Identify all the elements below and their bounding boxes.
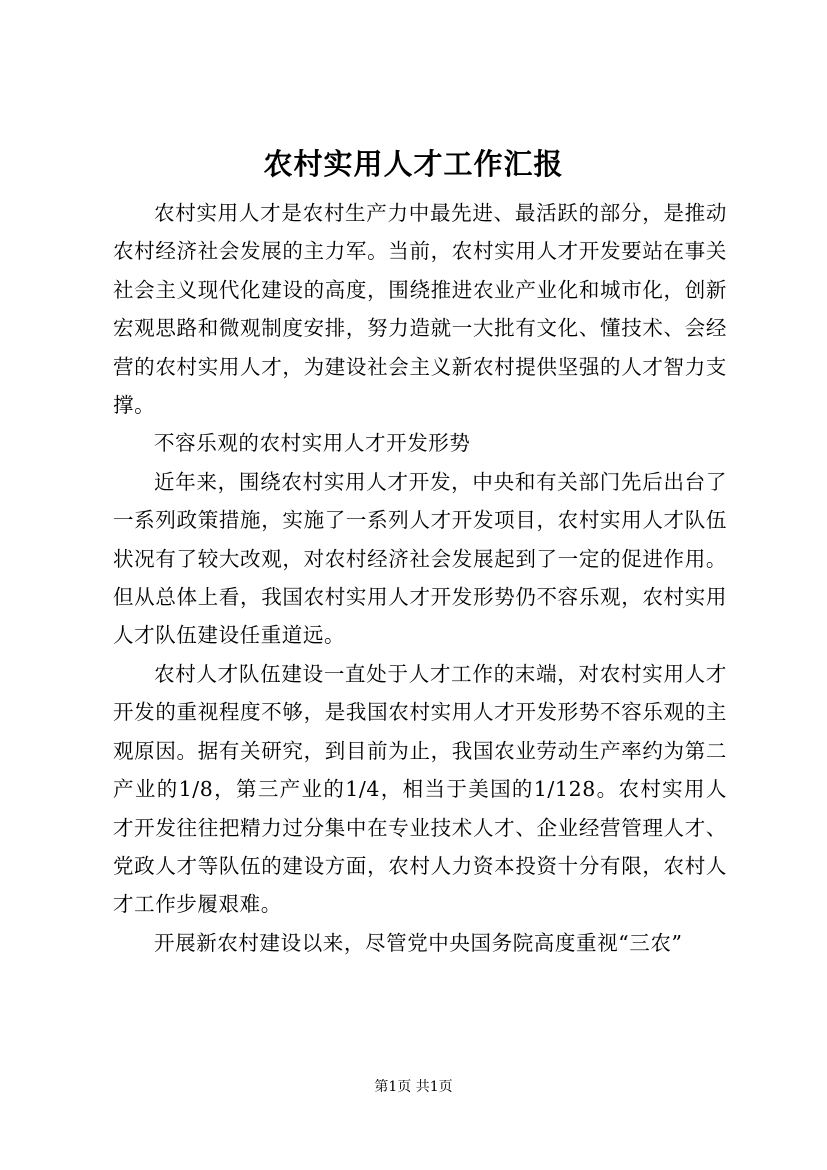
paragraph-new-countryside: 开展新农村建设以来，尽管党中央国务院高度重视“三农” — [154, 930, 683, 955]
page-footer: 第1页 共1页 — [374, 1079, 453, 1095]
section-heading: 不容乐观的农村实用人才开发形势 — [154, 431, 471, 456]
document-title: 农村实用人才工作汇报 — [263, 147, 564, 181]
document-body — [113, 194, 727, 962]
paragraph-talent-construction: 农村人才队伍建设一直处于人才工作的末端，对农村实用人才开发的重视程度不够，是我国农村实用人才开发形势不容乐观的主观原因。据有关研究，到目前为止，我国农业劳动生产率约为第二产业的1/8，第三产业的1/4，相当于美国的1/128。农村实用人才开发往往把精力过分集中在专业技术人才、企业经营管理人才、党政人才等队伍的建设方面，农村人力资本投资十分有限，农村人才工作步履艰难。 — [113, 661, 727, 917]
paragraph-recent-years: 近年来，围绕农村实用人才开发，中央和有关部门先后出台了一系列政策措施，实施了一系列人才开发项目，农村实用人才队伍状况有了较大改观，对农村经济社会发展起到了一定的促进作用。但从总体上看，我国农村实用人才开发形势仍不容乐观，农村实用人才队伍建设任重道远。 — [113, 469, 727, 648]
paragraph-intro: 农村实用人才是农村生产力中最先进、最活跃的部分，是推动农村经济社会发展的主力军。当前，农村实用人才开发要站在事关社会主义现代化建设的高度，围绕推进农业产业化和城市化，创新宏观思路和微观制度安排，努力造就一大批有文化、懂技术、会经营的农村实用人才，为建设社会主义新农村提供坚强的人才智力支撑。 — [113, 201, 727, 418]
